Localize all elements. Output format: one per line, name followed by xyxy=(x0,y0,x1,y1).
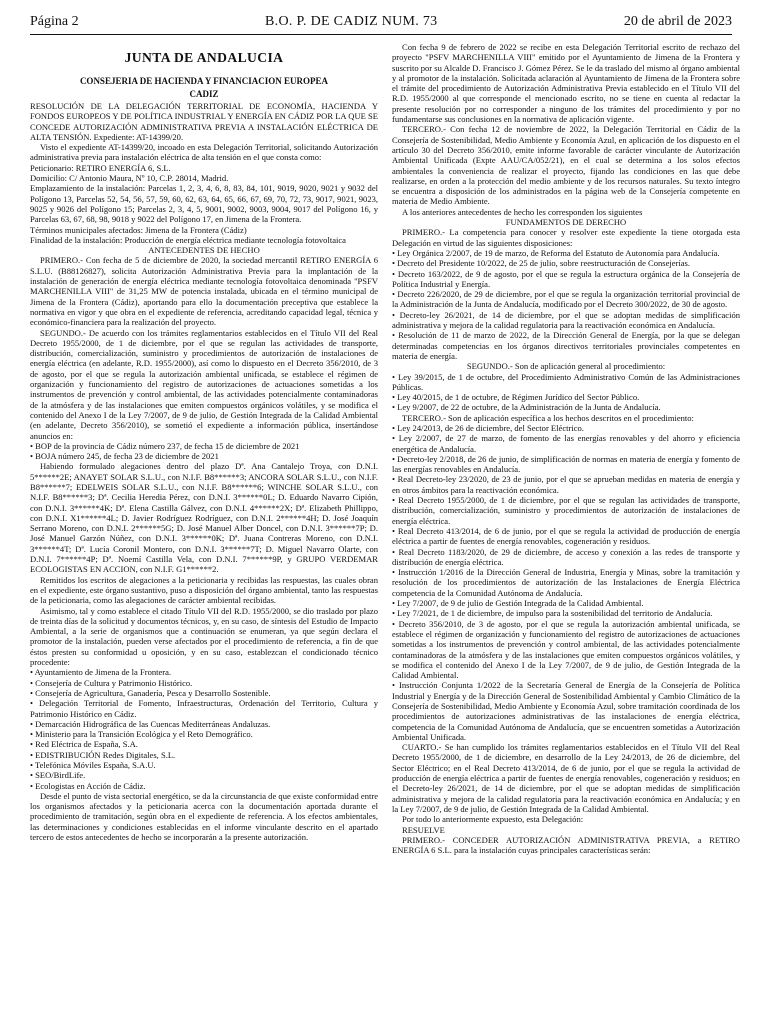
list-item: • Ministerio para la Transición Ecológica y el Reto Demográfico. xyxy=(30,729,253,740)
paragraph: Visto el expediente AT-14399/20, incoado en esta Delegación Territorial, solicitando Autorización administrativa previa para instalación eléctrica de alta tensión en el que consta como: xyxy=(30,142,378,163)
list-item: • Ley 40/2015, de 1 de octubre, de Régimen Jurídico del Sector Público. xyxy=(392,392,640,403)
list-item: • Consejería de Cultura y Patrimonio Histórico. xyxy=(30,677,193,688)
list-item: • Demarcación Hidrográfica de las Cuencas Mediterráneas Andaluzas. xyxy=(30,718,271,729)
publication-date: 20 de abril de 2023 xyxy=(623,14,732,29)
paragraph: Remitidos los escritos de alegaciones a la peticionaria y recibidas las respuestas, las cuales obran en el expediente, este órgano sustantivo, puso a disposición del órgano ambiental, tanto las respuestas de la peticionaria, como las alegaciones de carácter ambiental recibidas. xyxy=(30,574,378,606)
list-item: • Ecologistas en Acción de Cádiz. xyxy=(30,780,146,791)
list-item: • Decreto 163/2022, de 9 de agosto, por el que se regula la estructura orgánica de la Consejería de Política Industrial y Energía. xyxy=(392,268,740,289)
list-item: • Decreto-ley 2/2018, de 26 de junio, de simplificación de normas en materia de energía y fomento de las energías renovables en Andalucía. xyxy=(392,453,740,475)
list-item: • Real Decreto-ley 23/2020, de 23 de junio, por el que se aprueban medidas en materia de energía y en otros ámbitos para la reactivación económica. xyxy=(392,474,740,495)
paragraph: Con fecha 9 de febrero de 2022 se recibe en esta Delegación Territorial escrito de rechazo del proyecto "PSFV MARCHENILLA VIII" emitido por el Ayuntamiento de Jimena de la Frontera y suscrito por su Alcalde D. Francisco J. Gómez Pérez. Se le da traslado del mismo al órgano ambiental y al promotor de la instalación. Solicitada aclaración al Ayuntamiento de Jimena de la Frontera sobre el trámite del procedimiento de Autorización Administrativa Previa establecido en el Título VII del R.D. 1955/2000 al que corresponde el mencionado escrito, no se tiene en cuenta al redactar la presente resolución por no corresponder a ninguno de los trámites del procedimiento y por no fundamentarse sus conclusiones en la normativa de aplicación vigente. xyxy=(392,42,740,125)
paragraph: Términos municipales afectados: Jimena de la Frontera (Cádiz) xyxy=(30,224,247,235)
list-item: • Real Decreto 413/2014, de 6 de junio, por el que se regula la actividad de producción de energía eléctrica a partir de fuentes de energía renovables, cogeneración y residuos. xyxy=(392,525,740,547)
list-item: • BOJA número 245, de fecha 23 de diciembre de 2021 xyxy=(30,451,219,462)
header-rule xyxy=(30,34,732,35)
right-column xyxy=(392,42,740,855)
section-title: JUNTA DE ANDALUCIA xyxy=(124,50,284,65)
paragraph: SEGUNDO.- De acuerdo con los trámites reglamentarios establecidos en el Título VII del Real Decreto 1955/2000, de 1 de diciembre, por el que se regulan las actividades de transporte, distribución, comercialización, suministro y procedimientos de autorización de instalaciones de energía eléctrica (en adelante, R.D. 1955/2000), así como lo dispuesto en el Decreto 356/2010, de 3 de agosto, por el que se regula la autorización ambiental unificada, se establece el régimen de organización y funcionamiento del registro de autorizaciones de actuaciones sometidas a los instrumentos de prevención y control ambiental, de las actividades potencialmente contaminadoras de la atmósfera y de las instalaciones que emiten compuestos orgánicos volátiles, y se modifica el contenido del Anexo I de la Ley 7/2007, de 9 de julio, de Gestión Integrada de la Calidad Ambiental (en adelante, Decreto 356/2010), se sometió el expediente a información pública, insertándose anuncios en: xyxy=(30,327,378,441)
list-item: • BOP de la provincia de Cádiz número 237, de fecha 15 de diciembre de 2021 xyxy=(30,440,300,451)
list-item: • Ayuntamiento de Jimena de la Frontera. xyxy=(30,667,172,678)
list-item: • Real Decreto 1183/2020, de 29 de diciembre, de acceso y conexión a las redes de transporte y distribución de energía eléctrica. xyxy=(392,546,740,567)
paragraph: Peticionario: RETIRO ENERGÍA 6, S.L. xyxy=(30,162,171,173)
paragraph: PRIMERO.- CONCEDER AUTORIZACIÓN ADMINISTRATIVA PREVIA, a RETIRO ENERGÍA 6 S.L. para la instalación cuyas principales características serán: xyxy=(392,834,740,856)
list-item: • Instrucción 1/2016 de la Dirección General de Industria, Energía y Minas, sobre la tramitación y resolución de los procedimientos de autorización de las Instalaciones de Energía Eléctrica competencia de la Comunidad Autónoma de Andalucía. xyxy=(392,567,740,598)
consejeria-heading: CONSEJERIA DE HACIENDA Y FINANCIACION EUROPEA xyxy=(79,76,329,86)
section-heading: FUNDAMENTOS DE DERECHO xyxy=(505,217,627,228)
resolve-heading: RESUELVE xyxy=(402,824,445,835)
section-heading: SEGUNDO.- Son de aplicación general al procedimiento: xyxy=(466,361,666,372)
list-item: • Real Decreto 1955/2000, de 1 de diciembre, por el que se regulan las actividades de transporte, distribución, comercialización, suministro y procedimientos de autorización de instalaciones de energía eléctrica. xyxy=(392,495,740,526)
paragraph: TERCERO.- Son de aplicación específica a los hechos descritos en el procedimiento: xyxy=(402,412,694,423)
paragraph: A los anteriores antecedentes de hecho les corresponden los siguientes xyxy=(402,206,643,217)
list-item: • EDISTRIBUCIÓN Redes Digitales, S.L. xyxy=(30,749,176,760)
paragraph: Desde el punto de vista sectorial energético, se da la circunstancia de que existe conformidad entre los organismos afectados y la peticionaria acerca con la documentación aportada durante el procedimiento de tramitación, según obra en el expediente de referencia. A los efectos ambientales, las determinaciones y condiciones establecidas en el informe vinculante descrito en el apartado tercero de estos antecedentes de hecho se incorporarán a la presente autorización. xyxy=(30,790,378,843)
paragraph: Por todo lo anteriormente expuesto, esta Delegación: xyxy=(402,814,584,825)
paragraph: Emplazamiento de la instalación: Parcelas 1, 2, 3, 4, 6, 8, 83, 84, 101, 9019, 9020, 9021 y 9032 del Polígono 13, Parcelas 52, 54, 56, 57, 59, 60, 62, 63, 64, 65, 66, 67, 69, 70, 72, 73, 9017, 9021, 9023, 9025 y 9026 del Polígono 15; Parcelas 2, 3, 4, 5, 9001, 9002, 9003, 9004, 9017 del Polígono 16, y Parcelas 63, 67, 68, 98, 9018 y 9022 del Polígono 17, en Jimena de la Frontera. xyxy=(30,183,378,225)
list-item: • Ley 39/2015, de 1 de octubre, del Procedimiento Administrativo Común de las Administraciones Públicas. xyxy=(392,371,740,392)
paragraph: Finalidad de la instalación: Producción de energía eléctrica mediante tecnología fotovoltaica xyxy=(30,234,346,245)
list-item: • Decreto del Presidente 10/2022, de 25 de julio, sobre reestructuración de Consejerías. xyxy=(392,258,691,269)
list-item: • SEO/BirdLife. xyxy=(30,770,86,781)
list-item: • Decreto 356/2010, de 3 de agosto, por el que se regula la autorización ambiental unificada, se establece el régimen de organización y funcionamiento del registro de autorizaciones de actuaciones sometidas a los instrumentos de prevención y control ambiental, de las actividades potencialmente contaminadoras de la atmósfera y de las instalaciones que emiten compuestos orgánicos volátiles, y se modifica el contenido del Anexo I de la Ley 7/2007, de 9 de julio, de Gestión Integrada de la Calidad Ambiental. xyxy=(392,618,740,681)
paragraph: Asimismo, tal y como establece el citado Título VII del R.D. 1955/2000, se dio traslado por plazo de treinta días de la solicitud y documentos técnicos, y, en su caso, de síntesis del Estudio de Impacto Ambiental, a la serie de organismos que a continuación se enumeran, ya que según declara el promotor de la instalación, pueden verse afectados por el procedimiento de referencia, a fin de que éstos presten su conformidad u oposición, y en su caso, establezcan el condicionado técnico procedente: xyxy=(30,605,378,668)
list-item: • Delegación Territorial de Fomento, Infraestructuras, Ordenación del Territorio, Cultura y Patrimonio Histórico en Cádiz. xyxy=(30,698,378,719)
paragraph: Habiendo formulado alegaciones dentro del plazo Dª. Ana Cantalejo Troya, con D.N.I. 5******2E; ANAYET SOLAR S.L.U., con N.I.F. B8******3; ANCORA SOLAR S.L.U., con N.I.F. B8******7; EDELWEIS SOLAR S.L.U., con N.I.F. B8******6; WINCHE SOLAR S.L.U., con N.I.F. B8******3; Dª. Cecilia Heredia Pérez, con D.N.I. 3******0L; D. Eduardo Navarro Cipión, con D.N.I. 3******4K; Dª. Elena Castilla Gálvez, con D.N.I. 4******2X; Dª. Elizabeth Phillippo, con D.N.I. X1******4L; D. Javier Rodríguez Rodríguez, con D.N.I. 2******4H; D. José Joaquín Serrano Moreno, con D.N.I. 2******5G; D. José Manuel Alber Doncel, con D.N.I. 3******7P; D. José Manuel Garzón Núñez, con D.N.I. 3******0K; Dª. Juana Contreras Moreno, con D.N.I. 3******4T; Dª. Lucía Coronil Montero, con D.N.I. 3******7T; D. Miguel Navarro Olarte, con D.N.I. 7******4P; Dª. Noemí Castilla Vela, con D.N.I. 7******9P, y GRUPO VERDEMAR ECOLOGISTAS EN ACCION, con N.I.F. G1******2. xyxy=(30,461,378,575)
list-item: • Red Eléctrica de España, S.A. xyxy=(30,739,138,750)
paragraph: CUARTO.- Se han cumplido los trámites reglamentarios establecidos en el Título VII del Real Decreto 1955/2000, de 1 de diciembre, en desarrollo de la Ley 24/2013, de 26 de diciembre, del Sector Eléctrico; en el Real Decreto 413/2014, de 6 de junio, por el que se regula la actividad de producción de energía eléctrica a partir de fuentes de energía renovables, cogeneración y residuos; en el Decreto-ley 26/2021, de 14 de diciembre, por el que se adoptan medidas de simplificación administrativa y mejora de la calidad regulatoria para la reactivación económica en Andalucía; y en la Ley 7/2007, de 9 de julio, de Gestión Integrada de la Calidad Ambiental. xyxy=(392,742,740,814)
resolution-title: RESOLUCIÓN DE LA DELEGACIÓN TERRITORIAL DE ECONOMÍA, HACIENDA Y FONDOS EUROPEOS Y DE POLÍTICA INDUSTRIAL Y ENERGÍA EN CÁDIZ POR LA QUE SE CONCEDE AUTORIZACIÓN ADMINISTRATIVA PREVIA A INSTALACIÓN ELÉCTRICA DE ALTA TENSIÓN. Expediente: AT-14399/20. xyxy=(30,101,378,142)
province-heading: CADIZ xyxy=(189,88,219,99)
list-item: • Ley 2/2007, de 27 de marzo, de fomento de las energías renovables y del ahorro y eficiencia energética de Andalucía. xyxy=(392,433,740,454)
list-item: • Ley 9/2007, de 22 de octubre, de la Administración de la Junta de Andalucía. xyxy=(392,402,661,413)
list-item: • Ley 24/2013, de 26 de diciembre, del Sector Eléctrico. xyxy=(392,422,584,433)
section-heading: ANTECEDENTES DE HECHO xyxy=(148,245,260,256)
list-item: • Instrucción Conjunta 1/2022 de la Secretaría General de Energía de la Consejería de Política Industrial y Energía y de la Dirección General de Sostenibilidad Ambiental y Cambio Climático de la Consejería de Sostenibilidad, Medio Ambiente y Economía Azul, sobre tramitación coordinada de los procedimientos de autorizaciones administrativas de las instalaciones de energía eléctrica, competencia de la Comunidad Autónoma de Andalucía, que se encuentren sometidas a Autorización Ambiental Unificada. xyxy=(392,680,740,742)
list-item: • Decreto 226/2020, de 29 de diciembre, por el que se regula la organización territorial provincial de la Administración de la Junta de Andalucía, modificado por el Decreto 300/2022, de 30 de agosto. xyxy=(392,289,740,310)
list-item: • Resolución de 11 de marzo de 2022, de la Dirección General de Energía, por la que se delegan determinadas competencias en los órganos directivos territoriales provinciales competentes en materia de energía. xyxy=(392,330,740,361)
list-item: • Ley 7/2021, de 1 de diciembre, de impulso para la sostenibilidad del territorio de Andalucía. xyxy=(392,608,713,619)
paragraph: PRIMERO.- La competencia para conocer y resolver este expediente la tiene otorgada esta Delegación en virtud de las siguientes disposiciones: xyxy=(392,227,740,248)
paragraph: TERCERO.- Con fecha 12 de noviembre de 2022, la Delegación Territorial en Cádiz de la Consejería de Sostenibilidad, Medio Ambiente y Economía Azul, en aplicación de los dispuesto en el artículo 30 del Decreto 356/2010, emite informe favorable de carácter vinculante de Autorización Ambiental Unificada (Expte AAU/CA/052/21), en el cual se determina a los solos efectos ambientales la conveniencia de realizar el proyecto, fijando las condiciones en las que debe realizarse, en orden a la protección del medio ambiente y de los recursos naturales. Su texto íntegro se encuentra a disposición de los administrados en la página web de la Consejería competente en materia de Medio Ambiente. xyxy=(392,124,740,207)
paragraph: Domicilio: C/ Antonio Maura, Nº 10, C.P. 28014, Madrid. xyxy=(30,173,229,184)
page-header xyxy=(30,14,732,34)
list-item: • Decreto-ley 26/2021, de 14 de diciembre, por el que se adoptan medidas de simplificación administrativa y mejora de la calidad regulatoria para la reactivación económica en Andalucía. xyxy=(392,309,740,331)
left-column xyxy=(30,42,378,842)
list-item: • Ley Orgánica 2/2007, de 19 de marzo, de Reforma del Estatuto de Autonomía para Andalucía. xyxy=(392,247,720,258)
paragraph: PRIMERO.- Con fecha de 5 de diciembre de 2020, la sociedad mercantil RETIRO ENERGÍA 6 S.L.U. (B88126827), solicita Autorización Administrativa Previa para la implantación de la instalación de generación de energía eléctrica mediante tecnología fotovoltaica denominada "PSFV MARCHENILLA VIII" de 31,25 MW de potencia instalada, ubicada en el término municipal de Jimena de la Frontera (Cádiz), aportando para ello la documentación preceptiva que establece la normativa en vigor y que obra en el expediente de referencia, acreditando capacidad legal, técnica y económico-financiera para la realización del proyecto. xyxy=(30,255,378,328)
list-item: • Telefónica Móviles España, S.A.U. xyxy=(30,760,156,770)
bulletin-title: B.O. P. DE CADIZ NUM. 73 xyxy=(265,14,438,29)
list-item: • Consejería de Agricultura, Ganadería, Pesca y Desarrollo Sostenible. xyxy=(30,687,271,698)
page-number: Página 2 xyxy=(30,14,79,29)
list-item: • Ley 7/2007, de 9 de julio de Gestión Integrada de la Calidad Ambiental. xyxy=(392,598,644,609)
